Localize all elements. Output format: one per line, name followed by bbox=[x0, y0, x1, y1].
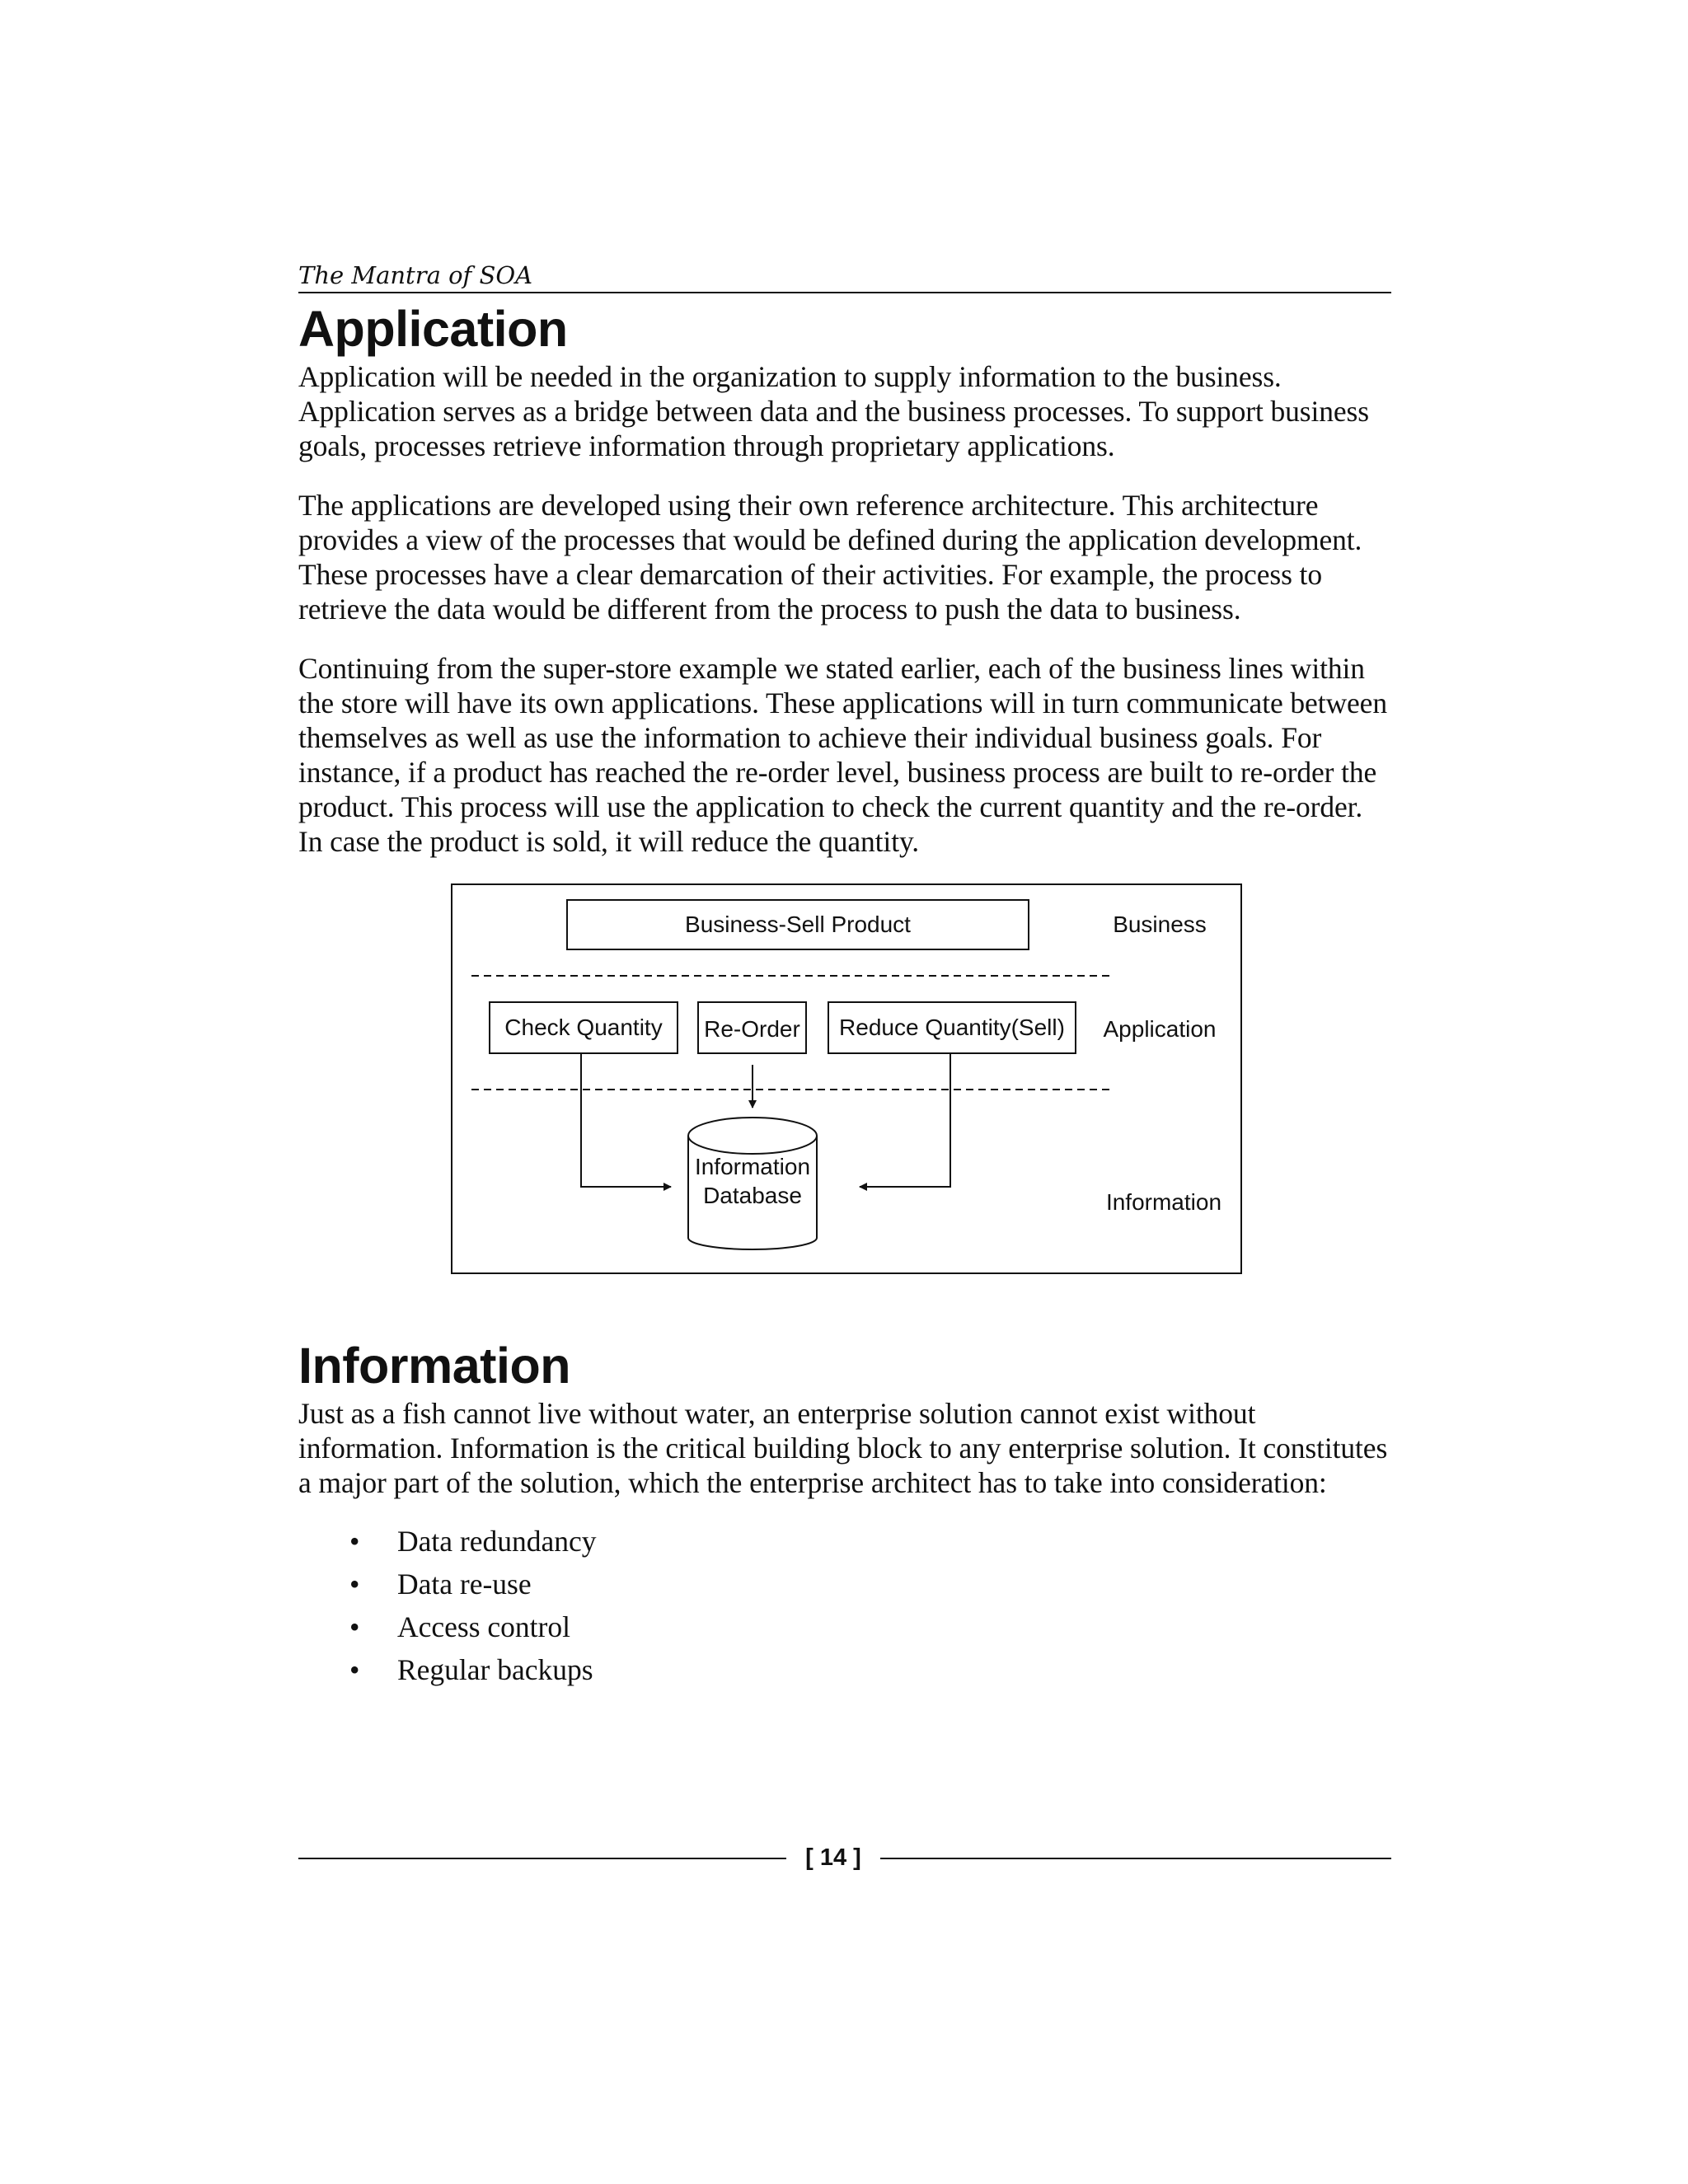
application-paragraph-2: The applications are developed using their own reference architecture. This architecture provides a view of the processes that would be defined during the application development. These processes have a clear demarcation of their activities. For example, the process to retrieve the data would be different from the process to push the data to business. bbox=[298, 489, 1362, 626]
heading-information: Information bbox=[298, 1338, 570, 1394]
bullet-icon: • bbox=[349, 1610, 360, 1643]
check-quantity-arrow bbox=[581, 1053, 671, 1187]
information-database-top bbox=[688, 1118, 817, 1154]
database-label-line-2: Database bbox=[703, 1183, 802, 1208]
layer-label-application: Application bbox=[1103, 1016, 1217, 1042]
list-item bbox=[298, 1520, 1391, 1563]
list-item bbox=[298, 1563, 1391, 1605]
architecture-diagram bbox=[451, 883, 1242, 1274]
footer-rule-right bbox=[880, 1858, 1391, 1859]
bullet-icon: • bbox=[349, 1525, 360, 1558]
bullet-icon: • bbox=[349, 1568, 360, 1601]
check-quantity-label: Check Quantity bbox=[504, 1015, 663, 1040]
running-header: The Mantra of SOA bbox=[298, 260, 1391, 293]
reduce-quantity-label: Reduce Quantity(Sell) bbox=[839, 1015, 1065, 1040]
layer-label-information: Information bbox=[1105, 1189, 1222, 1215]
application-paragraph-3: Continuing from the super-store example we stated earlier, each of the business lines within the store will have its own applications. These applications will in turn communicate between themselves as well as use the information to achieve their individual business goals. For instance, if a product has reached the re-order level, business process are built to re-order the product. This process will use the application to check the current quantity and the re-order. In case the product is sold, it will reduce the quantity. bbox=[298, 652, 1387, 858]
information-paragraph: Just as a fish cannot live without water, an enterprise solution cannot exist without information. Information is the critical building block to any enterprise solution. It constitutes a major part of the solution, which the enterprise architect has to take into consideration: bbox=[298, 1397, 1388, 1499]
application-paragraph-1: Application will be needed in the organization to supply information to the business. Application serves as a bridge between data and the business processes. To support business goals, processes retrieve information through proprietary applications. bbox=[298, 360, 1369, 462]
page-number: [ 14 ] bbox=[805, 1844, 861, 1871]
heading-application: Application bbox=[298, 301, 568, 357]
page-content bbox=[298, 260, 1391, 1691]
business-sell-product-label: Business-Sell Product bbox=[685, 912, 911, 937]
list-item-text: Access control bbox=[397, 1610, 570, 1643]
reduce-quantity-arrow bbox=[860, 1053, 950, 1187]
list-item-text: Data redundancy bbox=[397, 1525, 597, 1558]
information-bullet-list bbox=[298, 1520, 1391, 1691]
footer-rule-left bbox=[298, 1858, 786, 1859]
re-order-label: Re-Order bbox=[704, 1016, 800, 1042]
list-item-text: Data re-use bbox=[397, 1568, 532, 1601]
list-item-text: Regular backups bbox=[397, 1653, 593, 1686]
layer-label-business: Business bbox=[1113, 912, 1207, 937]
list-item bbox=[298, 1648, 1391, 1691]
bullet-icon: • bbox=[349, 1653, 360, 1686]
list-item bbox=[298, 1605, 1391, 1648]
page-footer bbox=[298, 1841, 1391, 1874]
database-label-line-1: Information bbox=[694, 1154, 811, 1179]
